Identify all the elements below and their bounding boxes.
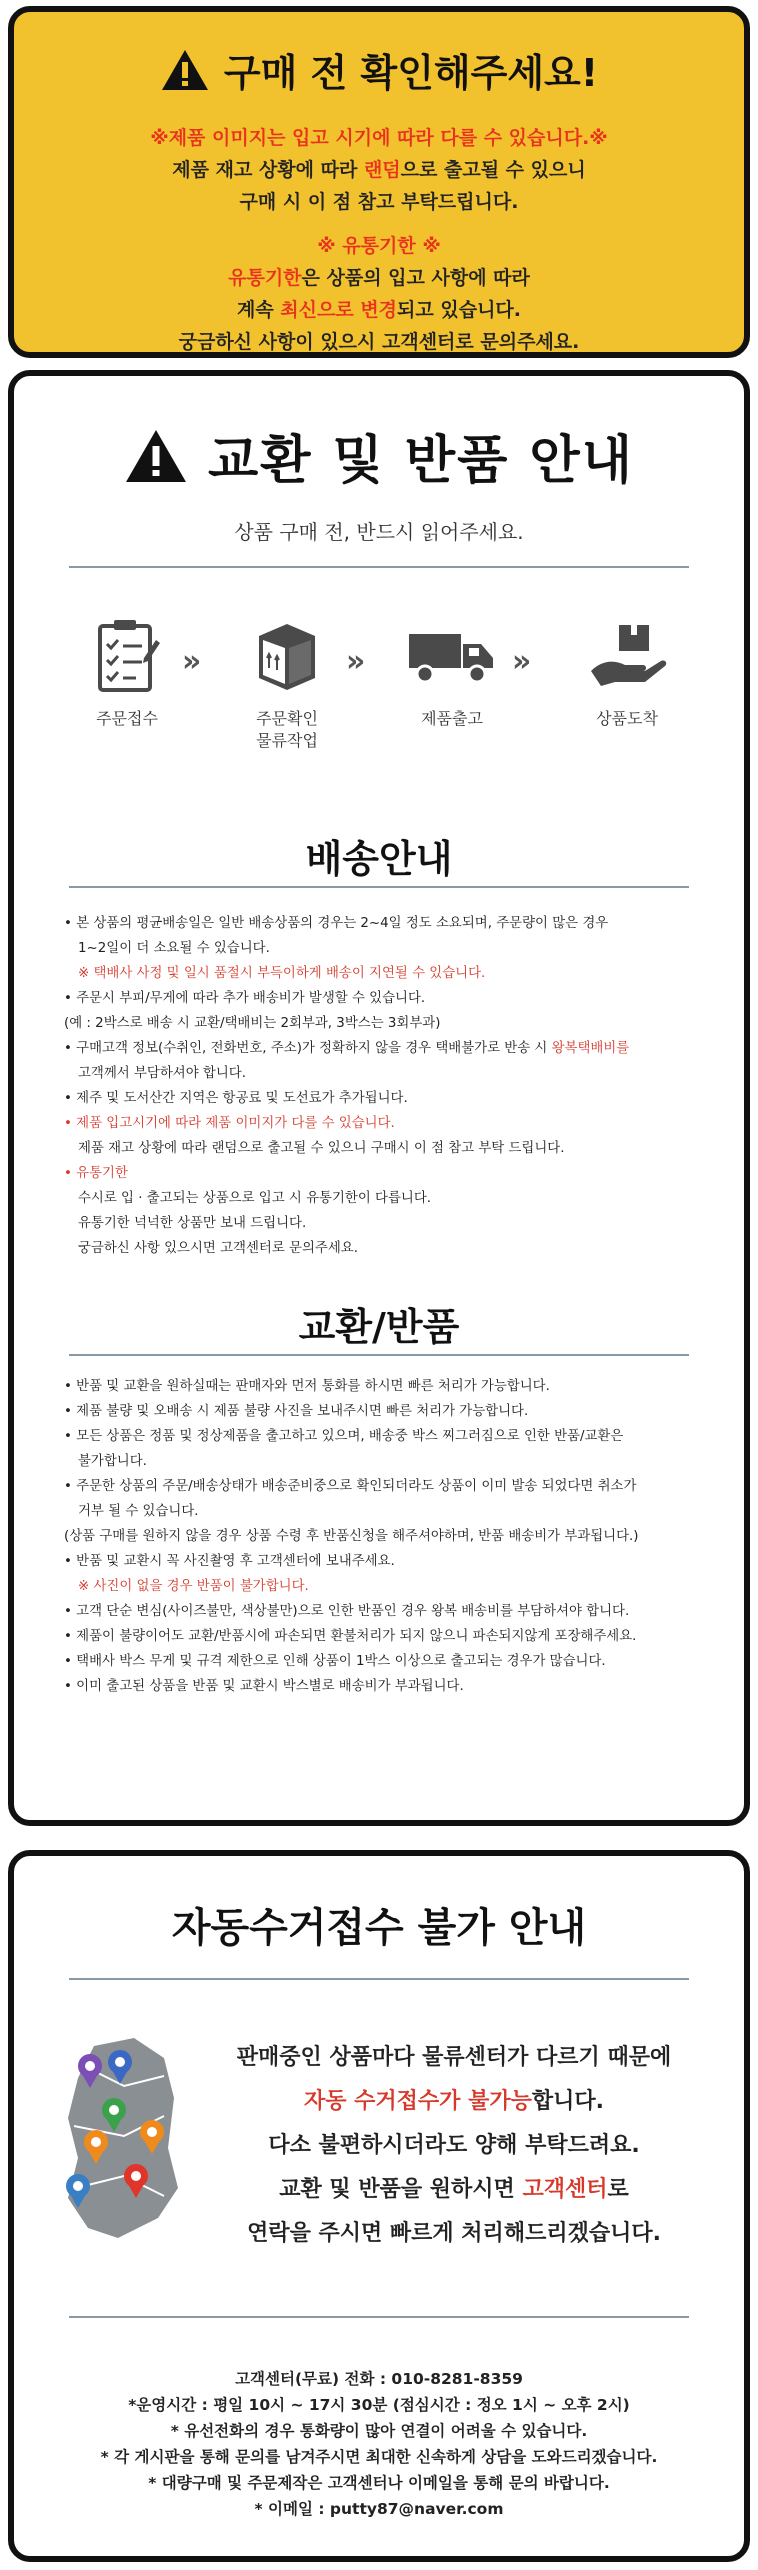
- shipping-list: [64, 911, 724, 1261]
- notice-body: [14, 122, 744, 358]
- exchange-title-row: [14, 418, 744, 493]
- step-label-2: 물류작업: [256, 731, 318, 750]
- contact-note-2: * 각 게시판을 통해 문의를 남겨주시면 최대한 신속하게 상담을 도와드리겠습니다.: [100, 2448, 658, 2466]
- contact-email: * 이메일 : putty87@naver.com: [254, 2500, 504, 2518]
- pickup-msg-5: 연락을 주시면 빠르게 처리해드리겠습니다.: [247, 2221, 661, 2246]
- notice-line-3: 구매 시 이 점 참고 부탁드립니다.: [239, 191, 519, 213]
- notice-line-4: ※ 유통기한 ※: [317, 235, 441, 257]
- chevron-right-icon: »: [512, 644, 532, 679]
- list-item: • 제품 불량 및 오배송 시 제품 불량 사진을 보내주시면 빠른 처리가 가능합니다.: [64, 1404, 529, 1419]
- list-item: • 구매고객 정보(수취인, 전화번호, 주소)가 정확하지 않을 경우 택배불가로 반송 시 왕복택배비를: [64, 1041, 630, 1056]
- pickup-msg-1: 판매중인 상품마다 물류센터가 다르기 때문에: [236, 2045, 672, 2070]
- step-label: 주문확인: [256, 709, 318, 728]
- divider: [69, 886, 689, 888]
- step-shipping: [397, 616, 507, 730]
- list-item: • 제품 입고시기에 따라 제품 이미지가 다를 수 있습니다.: [64, 1116, 395, 1131]
- list-item: 고객께서 부담하셔야 합니다.: [78, 1066, 246, 1081]
- contact-info: [14, 2366, 744, 2522]
- clipboard-icon: [92, 618, 162, 694]
- list-item: • 반품 및 교환시 꼭 사진촬영 후 고객센터에 보내주세요.: [64, 1554, 395, 1569]
- notice-title: 구매 전 확인해주세요!: [223, 51, 599, 95]
- exchange-title: 교환 및 반품 안내: [208, 431, 634, 491]
- notice-card: [8, 6, 750, 358]
- warning-icon: [160, 48, 210, 92]
- divider: [69, 1978, 689, 1980]
- list-item: 유통기한 넉넉한 상품만 보내 드립니다.: [78, 1216, 307, 1231]
- step-order-received: [72, 616, 182, 730]
- pickup-msg-3: 다소 불편하시더라도 양해 부탁드려요.: [268, 2133, 640, 2158]
- notice-line-5: 유통기한은 상품의 입고 사항에 따라: [228, 267, 530, 289]
- contact-note-3: * 대량구매 및 주문제작은 고객센터나 이메일을 통해 문의 바랍니다.: [148, 2474, 610, 2492]
- list-item: ※ 사진이 없을 경우 반품이 불가합니다.: [78, 1579, 309, 1594]
- step-label: 주문접수: [96, 709, 158, 728]
- pickup-card: [8, 1850, 750, 2562]
- list-item: (예 : 2박스로 배송 시 교환/택배비는 2회부과, 3박스는 3회부과): [64, 1016, 441, 1031]
- exchange-subtitle: 상품 구매 전, 반드시 읽어주세요.: [234, 520, 524, 544]
- contact-phone: 고객센터(무료) 전화 : 010-8281-8359: [235, 2370, 523, 2388]
- step-label: 제품출고: [421, 709, 483, 728]
- chevron-right-icon: »: [182, 644, 202, 679]
- list-item: • 반품 및 교환을 원하실때는 판매자와 먼저 통화를 하시면 빠른 처리가 가능합니다.: [64, 1379, 550, 1394]
- warning-icon: [124, 428, 188, 484]
- list-item: • 고객 단순 변심(사이즈불만, 색상불만)으로 인한 반품인 경우 왕복 배송비를 부담하셔야 합니다.: [64, 1604, 630, 1619]
- exchange-card: [8, 370, 750, 1826]
- step-arrival: [572, 616, 682, 730]
- order-steps: [72, 616, 692, 766]
- notice-line-7: 궁금하신 사항이 있으시 고객센터로 문의주세요.: [178, 331, 580, 353]
- chevron-right-icon: »: [346, 644, 366, 679]
- notice-line-1: ※제품 이미지는 입고 시기에 따라 다를 수 있습니다.※: [150, 127, 608, 149]
- list-item: • 제품이 불량이어도 교환/반품시에 파손되면 환불처리가 되지 않으니 파손되지않게 포장해주세요.: [64, 1629, 637, 1644]
- list-item: • 모든 상품은 정품 및 정상제품을 출고하고 있으며, 배송중 박스 찌그러짐으로 인한 반품/교환은: [64, 1429, 624, 1444]
- pickup-msg-2: 자동 수거접수가 불가능합니다.: [304, 2089, 604, 2114]
- list-item: • 주문시 부피/무게에 따라 추가 배송비가 발생할 수 있습니다.: [64, 991, 426, 1006]
- pickup-msg-4: 교환 및 반품을 원하시면 고객센터로: [279, 2177, 629, 2202]
- notice-line-2: 제품 재고 상황에 따라 랜덤으로 출고될 수 있으니: [172, 159, 586, 181]
- notice-title-row: [14, 42, 744, 97]
- list-item: ※ 택배사 사정 및 일시 품절시 부득이하게 배송이 지연될 수 있습니다.: [78, 966, 486, 981]
- divider: [69, 566, 689, 568]
- list-item: 1~2일이 더 소요될 수 있습니다.: [78, 941, 270, 956]
- list-item: • 주문한 상품의 주문/배송상태가 배송준비중으로 확인되더라도 상품이 이미 발송 되었다면 취소가: [64, 1479, 637, 1494]
- return-title: 교환/반품: [298, 1305, 460, 1349]
- contact-hours: *운영시간 : 평일 10시 ~ 17시 30분 (점심시간 : 정오 1시 ~ 오후 2시): [128, 2396, 630, 2414]
- list-item: • 택배사 박스 무게 및 규격 제한으로 인해 상품이 1박스 이상으로 출고되는 경우가 많습니다.: [64, 1654, 606, 1669]
- return-list: [64, 1374, 724, 1699]
- step-label: 상품도착: [596, 709, 658, 728]
- truck-icon: [407, 626, 497, 686]
- list-item: 거부 될 수 있습니다.: [78, 1504, 199, 1519]
- box-icon: [249, 618, 325, 694]
- list-item: • 유통기한: [64, 1166, 128, 1181]
- list-item: 불가합니다.: [78, 1454, 147, 1469]
- contact-note-1: * 유선전화의 경우 통화량이 많아 연결이 어려울 수 있습니다.: [170, 2422, 588, 2440]
- step-order-confirm: [232, 616, 342, 752]
- list-item: 궁금하신 사항 있으시면 고객센터로 문의주세요.: [78, 1241, 358, 1256]
- notice-line-6: 계속 최신으로 변경되고 있습니다.: [236, 299, 522, 321]
- divider: [69, 1354, 689, 1356]
- list-item: 제품 재고 상황에 따라 랜덤으로 출고될 수 있으니 구매시 이 점 참고 부탁 드립니다.: [78, 1141, 565, 1156]
- korea-map-icon: [54, 2026, 204, 2256]
- list-item: 수시로 입 · 출고되는 상품으로 입고 시 유통기한이 다릅니다.: [78, 1191, 432, 1206]
- pickup-message: [194, 2036, 714, 2256]
- list-item: • 본 상품의 평균배송일은 일반 배송상품의 경우는 2~4일 정도 소요되며, 주문량이 많은 경우: [64, 916, 609, 931]
- list-item: • 이미 출고된 상품을 반품 및 교환시 박스별로 배송비가 부과됩니다.: [64, 1679, 464, 1694]
- hand-box-icon: [587, 621, 667, 691]
- pickup-title: 자동수거접수 불가 안내: [171, 1905, 587, 1951]
- divider: [69, 2316, 689, 2318]
- list-item: • 제주 및 도서산간 지역은 항공료 및 도선료가 추가됩니다.: [64, 1091, 408, 1106]
- shipping-title: 배송안내: [305, 837, 453, 881]
- list-item: (상품 구매를 원하지 않을 경우 상품 수령 후 반품신청을 해주셔야하며, 반품 배송비가 부과됩니다.): [64, 1529, 639, 1544]
